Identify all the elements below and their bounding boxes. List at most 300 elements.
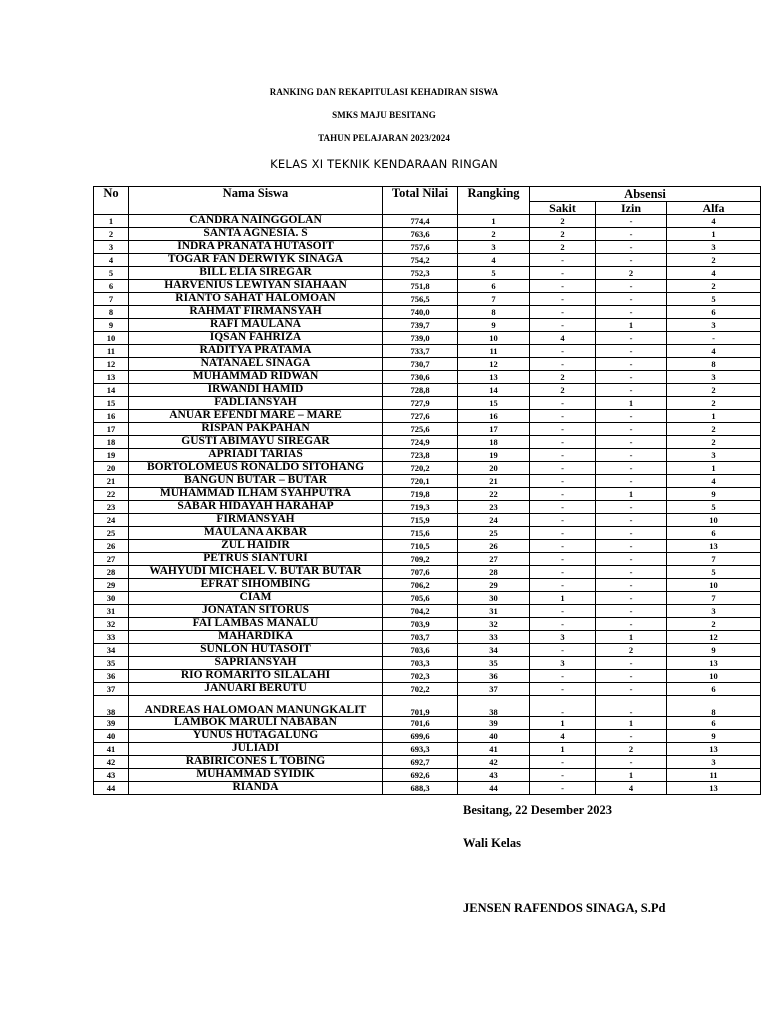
cell-total: 715,9 [383,514,458,527]
cell-total: 725,6 [383,423,458,436]
cell-total: 701,6 [383,717,458,730]
cell-sakit: 1 [530,743,596,756]
cell-alfa: 5 [667,293,761,306]
cell-rank: 17 [458,423,530,436]
cell-rank: 10 [458,332,530,345]
cell-total: 720,2 [383,462,458,475]
cell-total: 724,9 [383,436,458,449]
cell-total: 756,5 [383,293,458,306]
cell-no: 37 [94,683,129,696]
cell-name: FAI LAMBAS MANALU [129,618,383,631]
cell-sakit: - [530,566,596,579]
cell-sakit: 3 [530,631,596,644]
cell-total: 710,5 [383,540,458,553]
cell-alfa: 13 [667,657,761,670]
cell-no: 16 [94,410,129,423]
cell-alfa: 8 [667,358,761,371]
cell-rank: 26 [458,540,530,553]
cell-name: SAPRIANSYAH [129,657,383,670]
cell-rank: 9 [458,319,530,332]
cell-name: ANDREAS HALOMOAN MANUNGKALIT [129,696,383,717]
cell-alfa: 9 [667,488,761,501]
col-header-sakit: Sakit [530,202,596,215]
table-row [94,644,761,657]
cell-rank: 11 [458,345,530,358]
cell-total: 706,2 [383,579,458,592]
cell-alfa: 10 [667,670,761,683]
cell-sakit: - [530,782,596,795]
cell-rank: 25 [458,527,530,540]
cell-izin: - [596,449,667,462]
cell-no: 29 [94,579,129,592]
cell-rank: 39 [458,717,530,730]
cell-sakit: - [530,436,596,449]
cell-izin: 2 [596,644,667,657]
cell-rank: 19 [458,449,530,462]
cell-total: 730,7 [383,358,458,371]
table-row [94,410,761,423]
cell-sakit: - [530,254,596,267]
cell-name: BORTOLOMEUS RONALDO SITOHANG [129,462,383,475]
cell-no: 19 [94,449,129,462]
cell-total: 707,6 [383,566,458,579]
cell-izin: - [596,696,667,717]
cell-total: 719,3 [383,501,458,514]
cell-rank: 15 [458,397,530,410]
cell-name: FIRMANSYAH [129,514,383,527]
cell-total: 704,2 [383,605,458,618]
cell-no: 12 [94,358,129,371]
cell-alfa: 4 [667,267,761,280]
cell-no: 26 [94,540,129,553]
cell-izin: 1 [596,319,667,332]
cell-alfa: 7 [667,553,761,566]
cell-sakit: - [530,462,596,475]
cell-no: 3 [94,241,129,254]
cell-name: IQSAN FAHRIZA [129,332,383,345]
cell-alfa: 6 [667,306,761,319]
cell-sakit: 2 [530,228,596,241]
cell-total: 705,6 [383,592,458,605]
cell-izin: - [596,618,667,631]
school-name: SMKS MAJU BESITANG [332,110,436,120]
cell-total: 728,8 [383,384,458,397]
cell-izin: - [596,501,667,514]
cell-rank: 8 [458,306,530,319]
cell-name: IRWANDI HAMID [129,384,383,397]
cell-name: MAULANA AKBAR [129,527,383,540]
col-header-name: Nama Siswa [129,187,383,215]
cell-sakit: - [530,769,596,782]
table-row [94,423,761,436]
cell-rank: 31 [458,605,530,618]
cell-alfa: 7 [667,592,761,605]
table-row [94,384,761,397]
cell-alfa: 4 [667,345,761,358]
cell-no: 40 [94,730,129,743]
table-row [94,228,761,241]
cell-izin: 1 [596,631,667,644]
cell-sakit: - [530,410,596,423]
cell-no: 11 [94,345,129,358]
cell-name: SUNLON HUTASOIT [129,644,383,657]
cell-name: BILL ELIA SIREGAR [129,267,383,280]
table-row [94,254,761,267]
cell-name: RIO ROMARITO SILALAHI [129,670,383,683]
cell-alfa: 8 [667,696,761,717]
cell-total: 703,9 [383,618,458,631]
cell-rank: 38 [458,696,530,717]
col-header-rank: Rangking [458,187,530,215]
cell-sakit: - [530,358,596,371]
class-name: KELAS XI TEKNIK KENDARAAN RINGAN [270,157,498,171]
cell-sakit: - [530,293,596,306]
cell-no: 10 [94,332,129,345]
cell-alfa: 6 [667,527,761,540]
cell-rank: 18 [458,436,530,449]
table-row [94,756,761,769]
cell-alfa: 1 [667,462,761,475]
cell-no: 35 [94,657,129,670]
cell-sakit: 4 [530,730,596,743]
cell-rank: 20 [458,462,530,475]
cell-izin: - [596,592,667,605]
cell-name: RABIRICONES L TOBING [129,756,383,769]
cell-izin: - [596,683,667,696]
cell-total: 719,8 [383,488,458,501]
cell-sakit: 4 [530,332,596,345]
cell-sakit: - [530,488,596,501]
cell-total: 703,7 [383,631,458,644]
cell-sakit: 3 [530,657,596,670]
cell-sakit: - [530,579,596,592]
cell-name: RAHMAT FIRMANSYAH [129,306,383,319]
table-row [94,670,761,683]
cell-izin: - [596,254,667,267]
cell-izin: - [596,540,667,553]
cell-sakit: - [530,319,596,332]
cell-sakit: - [530,267,596,280]
cell-no: 31 [94,605,129,618]
cell-no: 43 [94,769,129,782]
cell-alfa: 3 [667,605,761,618]
cell-sakit: - [530,696,596,717]
cell-name: JANUARI BERUTU [129,683,383,696]
table-row [94,657,761,670]
cell-no: 7 [94,293,129,306]
cell-alfa: 5 [667,566,761,579]
cell-name: MAHARDIKA [129,631,383,644]
cell-alfa: 11 [667,769,761,782]
cell-rank: 22 [458,488,530,501]
table-row [94,371,761,384]
cell-izin: - [596,436,667,449]
cell-total: 720,1 [383,475,458,488]
cell-no: 30 [94,592,129,605]
table-row [94,267,761,280]
cell-sakit: 2 [530,371,596,384]
cell-no: 24 [94,514,129,527]
table-row [94,501,761,514]
col-header-absensi: Absensi [530,187,761,202]
cell-rank: 30 [458,592,530,605]
cell-rank: 14 [458,384,530,397]
table-row [94,241,761,254]
cell-izin: - [596,410,667,423]
cell-izin: 1 [596,488,667,501]
cell-izin: - [596,215,667,228]
cell-rank: 37 [458,683,530,696]
cell-sakit: - [530,670,596,683]
cell-rank: 42 [458,756,530,769]
header-row [94,187,761,202]
cell-rank: 7 [458,293,530,306]
cell-no: 1 [94,215,129,228]
cell-rank: 12 [458,358,530,371]
cell-name: CIAM [129,592,383,605]
cell-no: 17 [94,423,129,436]
table-row [94,436,761,449]
cell-rank: 32 [458,618,530,631]
cell-izin: - [596,332,667,345]
cell-total: 699,6 [383,730,458,743]
cell-alfa: 2 [667,254,761,267]
cell-izin: 2 [596,267,667,280]
cell-name: SANTA AGNESIA. S [129,228,383,241]
cell-total: 740,0 [383,306,458,319]
cell-no: 4 [94,254,129,267]
signature-role: Wali Kelas [463,836,521,850]
cell-name: HARVENIUS LEWIYAN SIAHAAN [129,280,383,293]
cell-no: 18 [94,436,129,449]
cell-rank: 1 [458,215,530,228]
cell-izin: - [596,730,667,743]
cell-name: MUHAMMAD ILHAM SYAHPUTRA [129,488,383,501]
table-row [94,683,761,696]
cell-alfa: 4 [667,215,761,228]
cell-name: ZUL HAIDIR [129,540,383,553]
cell-alfa: 2 [667,423,761,436]
cell-no: 27 [94,553,129,566]
table-row [94,527,761,540]
cell-total: 733,7 [383,345,458,358]
table-row [94,475,761,488]
cell-name: CANDRA NAINGGOLAN [129,215,383,228]
cell-name: GUSTI ABIMAYU SIREGAR [129,436,383,449]
cell-name: WAHYUDI MICHAEL V. BUTAR BUTAR [129,566,383,579]
cell-name: SABAR HIDAYAH HARAHAP [129,501,383,514]
cell-alfa: 13 [667,743,761,756]
cell-sakit: - [530,527,596,540]
cell-no: 39 [94,717,129,730]
cell-total: 702,2 [383,683,458,696]
cell-alfa: 2 [667,280,761,293]
col-header-total: Total Nilai [383,187,458,215]
table-row [94,540,761,553]
cell-rank: 29 [458,579,530,592]
cell-name: MUHAMMAD RIDWAN [129,371,383,384]
cell-sakit: - [530,423,596,436]
cell-alfa: 6 [667,683,761,696]
cell-name: JONATAN SITORUS [129,605,383,618]
cell-no: 14 [94,384,129,397]
col-header-alfa: Alfa [667,202,761,215]
cell-sakit: - [530,605,596,618]
table-row [94,782,761,795]
cell-no: 22 [94,488,129,501]
cell-rank: 2 [458,228,530,241]
cell-name: INDRA PRANATA HUTASOIT [129,241,383,254]
cell-izin: 2 [596,743,667,756]
cell-sakit: 2 [530,215,596,228]
table-row [94,717,761,730]
cell-izin: - [596,553,667,566]
cell-alfa: 12 [667,631,761,644]
cell-sakit: 1 [530,717,596,730]
table-body [94,215,761,795]
cell-izin: - [596,280,667,293]
cell-total: 715,6 [383,527,458,540]
cell-name: NATANAEL SINAGA [129,358,383,371]
cell-sakit: 1 [530,592,596,605]
cell-alfa: 4 [667,475,761,488]
cell-total: 701,9 [383,696,458,717]
cell-izin: 1 [596,397,667,410]
cell-alfa: 1 [667,228,761,241]
cell-name: RIANTO SAHAT HALOMOAN [129,293,383,306]
cell-sakit: - [530,306,596,319]
cell-rank: 36 [458,670,530,683]
cell-alfa: 13 [667,540,761,553]
cell-name: RISPAN PAKPAHAN [129,423,383,436]
cell-izin: - [596,228,667,241]
cell-no: 23 [94,501,129,514]
cell-total: 703,3 [383,657,458,670]
cell-rank: 3 [458,241,530,254]
cell-no: 44 [94,782,129,795]
cell-total: 739,7 [383,319,458,332]
cell-alfa: 2 [667,618,761,631]
cell-izin: - [596,462,667,475]
table-row [94,696,761,717]
signature-date: Besitang, 22 Desember 2023 [463,803,613,817]
cell-sakit: - [530,644,596,657]
table-row [94,280,761,293]
cell-alfa: - [667,332,761,345]
cell-alfa: 3 [667,449,761,462]
cell-sakit: - [530,345,596,358]
cell-no: 42 [94,756,129,769]
cell-rank: 5 [458,267,530,280]
cell-izin: - [596,358,667,371]
cell-name: FADLIANSYAH [129,397,383,410]
cell-izin: - [596,371,667,384]
cell-no: 34 [94,644,129,657]
cell-name: APRIADI TARIAS [129,449,383,462]
cell-alfa: 3 [667,756,761,769]
table-row [94,769,761,782]
report-title: RANKING DAN REKAPITULASI KEHADIRAN SISWA [269,87,499,97]
cell-name: TOGAR FAN DERWIYK SINAGA [129,254,383,267]
cell-total: 774,4 [383,215,458,228]
cell-total: 757,6 [383,241,458,254]
cell-name: MUHAMMAD SYIDIK [129,769,383,782]
cell-alfa: 10 [667,579,761,592]
signature-name: JENSEN RAFENDOS SINAGA, S.Pd [463,901,666,915]
col-header-izin: Izin [596,202,667,215]
cell-rank: 4 [458,254,530,267]
table-row [94,730,761,743]
cell-rank: 16 [458,410,530,423]
cell-izin: - [596,756,667,769]
cell-rank: 27 [458,553,530,566]
cell-name: JULIADI [129,743,383,756]
table-row [94,215,761,228]
table-row [94,618,761,631]
cell-total: 754,2 [383,254,458,267]
cell-no: 25 [94,527,129,540]
cell-sakit: - [530,280,596,293]
cell-alfa: 5 [667,501,761,514]
cell-no: 28 [94,566,129,579]
cell-sakit: - [530,475,596,488]
cell-no: 21 [94,475,129,488]
cell-rank: 13 [458,371,530,384]
table-row [94,358,761,371]
cell-total: 702,3 [383,670,458,683]
cell-total: 693,3 [383,743,458,756]
cell-total: 709,2 [383,553,458,566]
cell-alfa: 2 [667,397,761,410]
cell-izin: - [596,670,667,683]
table-row [94,449,761,462]
cell-izin: 1 [596,769,667,782]
cell-izin: - [596,384,667,397]
table-row [94,579,761,592]
cell-izin: - [596,657,667,670]
cell-alfa: 2 [667,384,761,397]
cell-alfa: 6 [667,717,761,730]
cell-sakit: - [530,618,596,631]
cell-name: RIANDA [129,782,383,795]
cell-sakit: - [530,397,596,410]
cell-rank: 21 [458,475,530,488]
cell-no: 32 [94,618,129,631]
table-row [94,345,761,358]
cell-sakit: - [530,501,596,514]
cell-izin: - [596,423,667,436]
table-row [94,397,761,410]
table-row [94,743,761,756]
cell-rank: 33 [458,631,530,644]
academic-year: TAHUN PELAJARAN 2023/2024 [318,133,450,143]
cell-name: RADITYA PRATAMA [129,345,383,358]
cell-izin: - [596,345,667,358]
cell-name: PETRUS SIANTURI [129,553,383,566]
cell-rank: 28 [458,566,530,579]
cell-no: 6 [94,280,129,293]
table-row [94,306,761,319]
cell-no: 2 [94,228,129,241]
cell-izin: - [596,527,667,540]
cell-alfa: 9 [667,730,761,743]
cell-izin: - [596,566,667,579]
cell-sakit: - [530,553,596,566]
cell-name: EFRAT SIHOMBING [129,579,383,592]
cell-total: 752,3 [383,267,458,280]
cell-izin: - [596,306,667,319]
cell-sakit: 2 [530,384,596,397]
